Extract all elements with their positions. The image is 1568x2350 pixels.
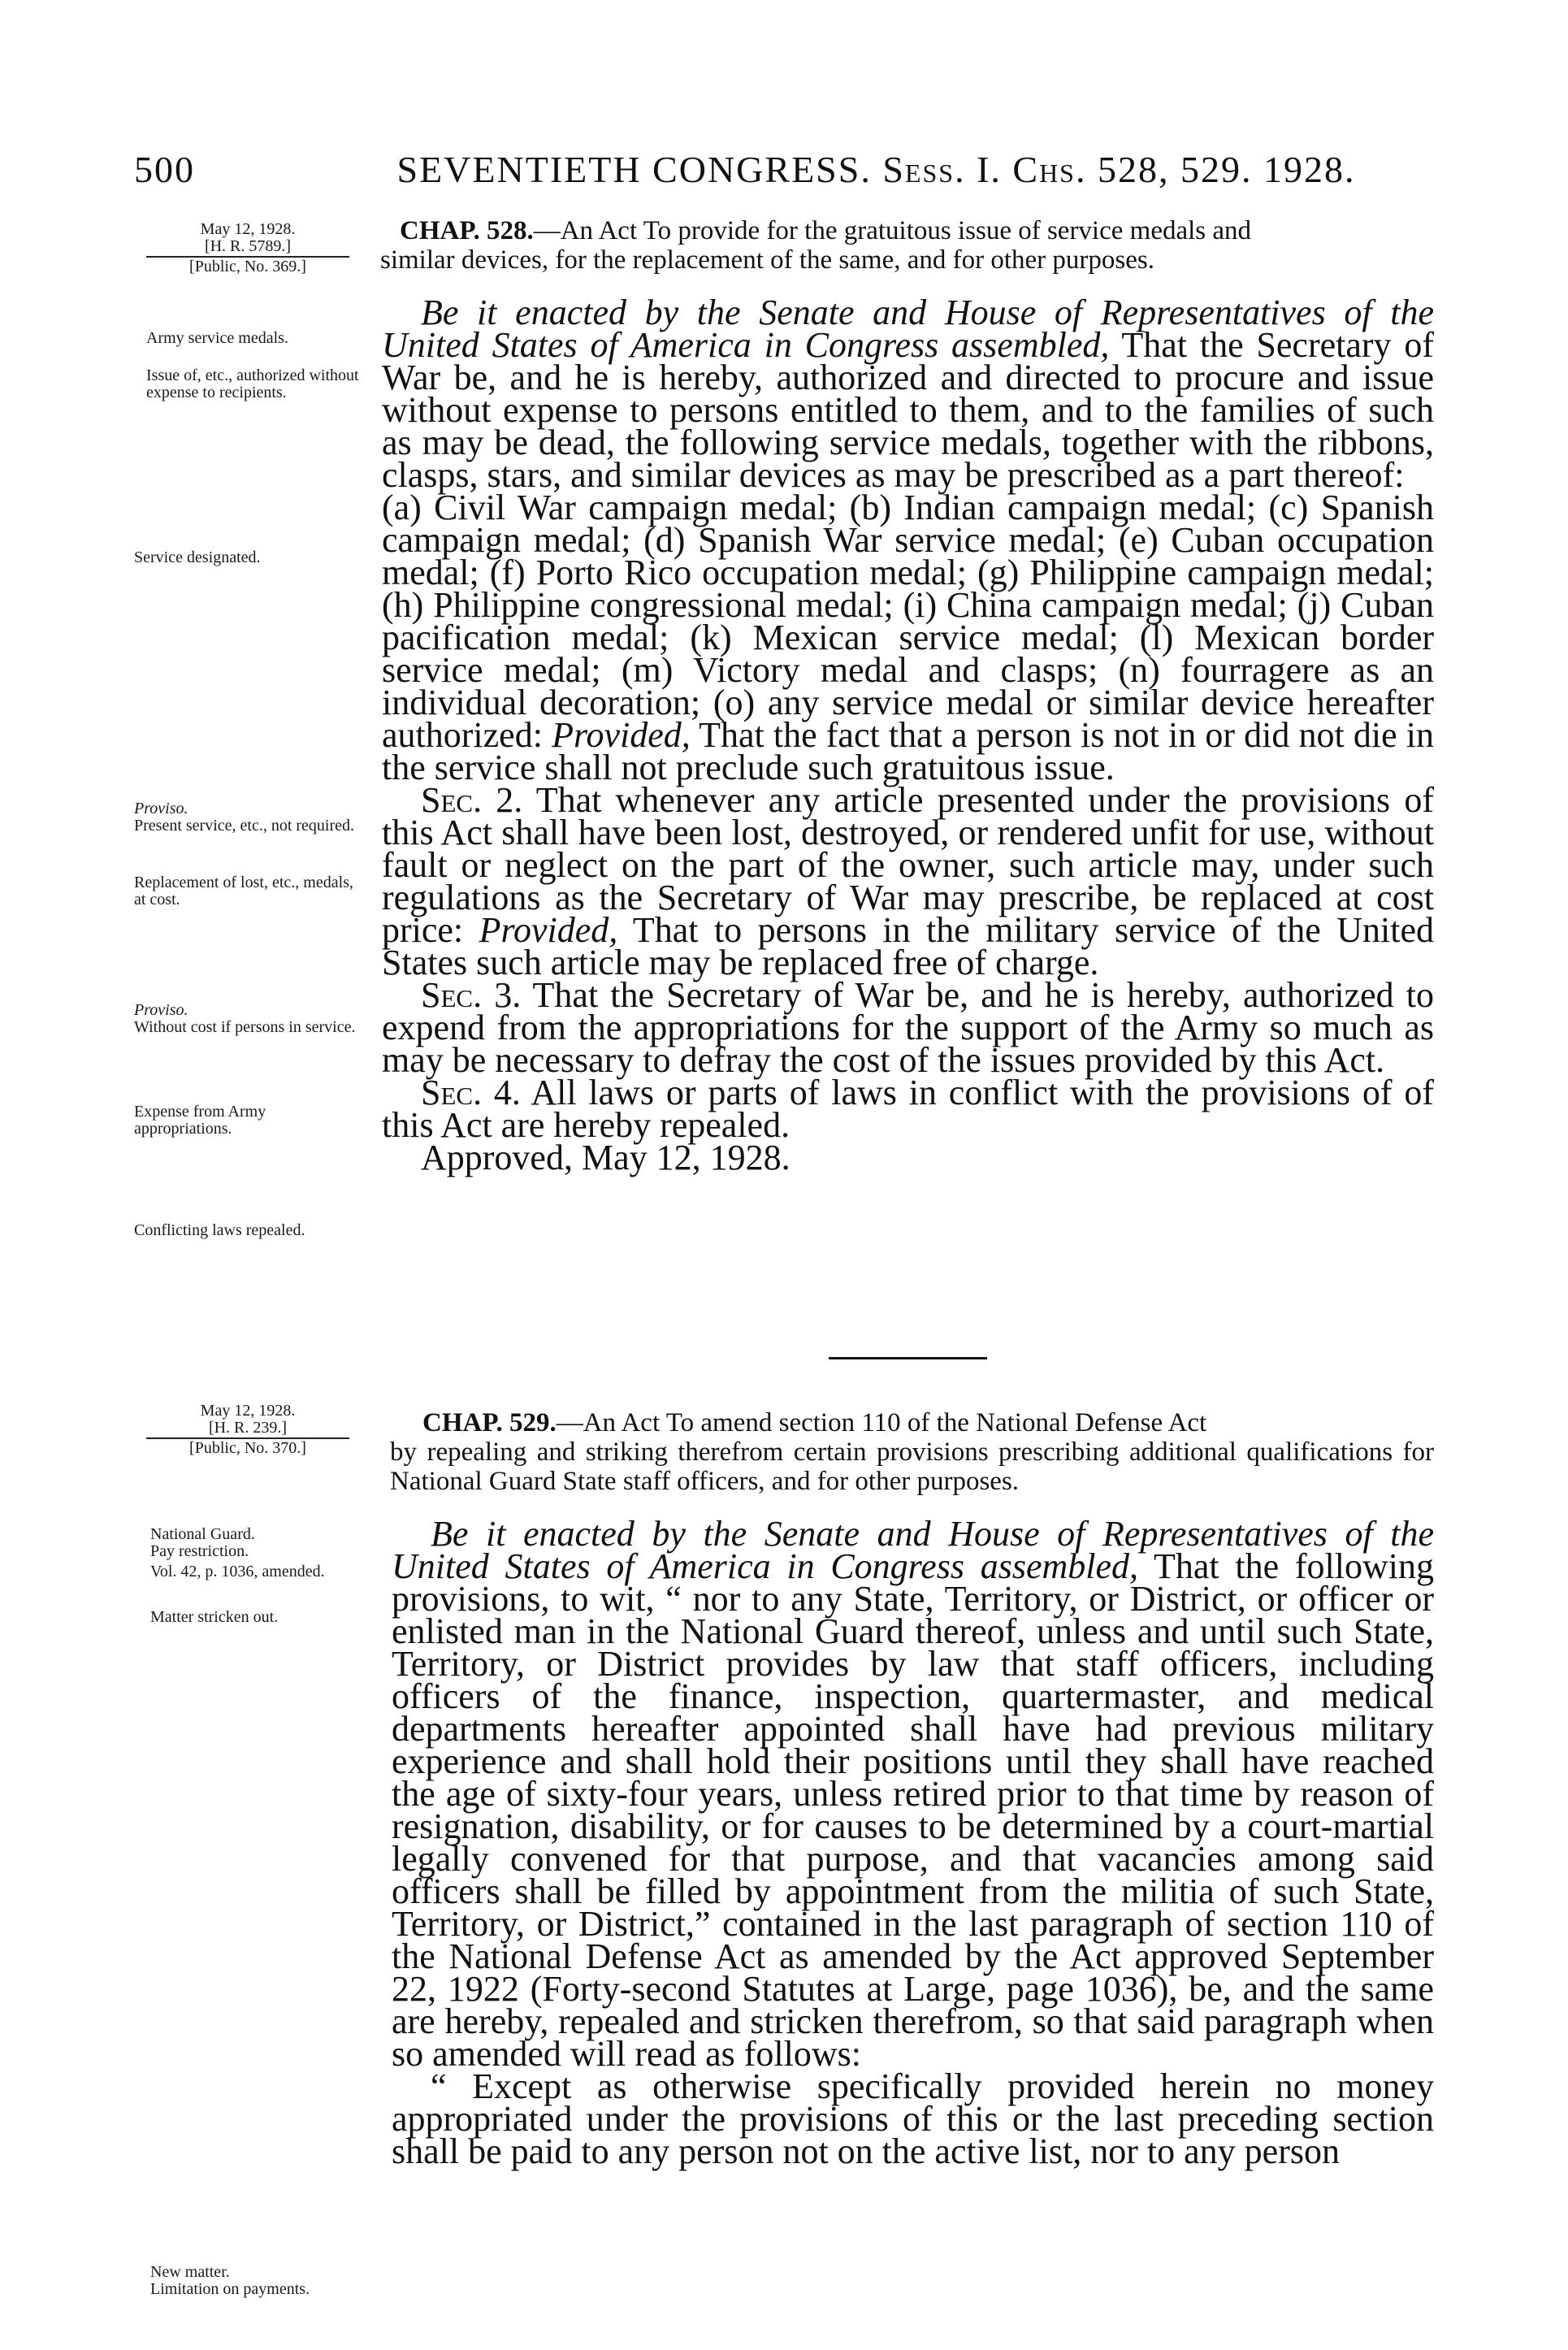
chap529-enacting-paragraph bbox=[392, 1514, 1434, 2074]
proviso-2-label: Proviso. bbox=[134, 1001, 188, 1019]
chap529-heading bbox=[390, 1408, 1434, 1496]
sec2-label: Sec. 2. bbox=[421, 780, 523, 820]
margin-note-army-medals: Army service medals. bbox=[146, 329, 288, 347]
chap529-margin-citation bbox=[146, 1403, 349, 1457]
margin-note-vol-amended: Vol. 42, p. 1036, amended. bbox=[150, 1563, 325, 1580]
chap529-public-law: [Public, No. 370.] bbox=[189, 1439, 306, 1457]
chap528-title-line1: —An Act To provide for the gratuitous issue of service medals and bbox=[533, 216, 1252, 245]
margin-note-service-designated: Service designated. bbox=[134, 548, 261, 566]
chap528-enacting-paragraph bbox=[382, 293, 1434, 495]
chap529-body bbox=[392, 1514, 1434, 2171]
chap528-margin-citation bbox=[146, 221, 349, 275]
margin-note-limitation: Limitation on payments. bbox=[150, 2280, 310, 2298]
chap528-section-4: Sec. 4. All laws or parts of laws in conflict with the provisions of of this Act are hereby repealed. bbox=[382, 1073, 1434, 1145]
chap529-title-line1: —An Act To amend section 110 of the National Defense Act bbox=[556, 1408, 1207, 1437]
chap528-label: CHAP. 528. bbox=[400, 216, 534, 245]
proviso-1-label: Proviso. bbox=[134, 800, 188, 817]
margin-note-issue: Issue of, etc., authorized without expense to recipients. bbox=[146, 366, 359, 401]
margin-note-new-matter: New matter. Limitation on payments. bbox=[150, 2264, 382, 2298]
header-congress: SEVENTIETH CONGRESS. bbox=[396, 149, 872, 190]
chap529-para1: That the following provisions, to wit, “ nor to any State, Territory, or District, or officer or enlisted man in the National Guard thereof, unless and until such State, Territory, or District provides by law that staff officers, including officers of the finance, inspection, quartermaster, and medical departments hereafter appointed shall have had previous military experience and shall hold their positions until they shall have reached the age of sixty-four years, unless retired prior to that time by reason of resignation, disability, or for causes to be determined by a court-martial legally convened for that purpose, and that vacancies among said officers shall be filled by appointment from the militia of such State, Territory, or District,” contained in the last paragraph of section 110 of the National Defense Act as amended by the Act approved September 22, 1922 (Forty-second Statutes at Large, page 1036), be, and the same are hereby, repealed and stricken therefrom, so that said paragraph when so amended will read as follows: bbox=[392, 1546, 1434, 2074]
margin-note-conflicting: Conflicting laws repealed. bbox=[134, 1221, 305, 1239]
margin-note-stricken: Matter stricken out. bbox=[150, 1608, 279, 1626]
chap528-body bbox=[382, 293, 1434, 1177]
chap528-approved: Approved, May 12, 1928. bbox=[421, 1138, 790, 1177]
chap528-provided-2: Provided, bbox=[479, 910, 618, 950]
chap529-date: May 12, 1928. bbox=[200, 1402, 296, 1420]
chap529-enacting-clause: Be it enacted by the Senate and House of Representatives of the United States of America in Congress assembled, bbox=[392, 1514, 1434, 1586]
proviso-2-text: Without cost if persons in service. bbox=[134, 1018, 356, 1036]
chap528-date: May 12, 1928. bbox=[200, 220, 296, 238]
chap528-medals-list: (a) Civil War campaign medal; (b) Indian campaign medal; (c) Spanish campaign medal; (d) Spanish War service medal; (e) Cuban occupation medal; (f) Porto Rico occupation medal; (g) Philippine campaign medal; (h) Philippine congressional medal; (i) China campaign medal; (j) Cuban pacification medal; (k) Mexican service medal; (l) Mexican border service medal; (m) Victory medal and clasps; (n) fourragere as an individual decoration; (o) any service medal or similar device hereafter authorized: Provided, That the fact that a person is not in or did not die in the service shall not preclude such gratuitous issue. bbox=[382, 488, 1434, 787]
page-header bbox=[134, 148, 1434, 191]
sec4-label: Sec. 4. bbox=[421, 1073, 521, 1112]
margin-note-pay-restriction: Pay restriction. bbox=[150, 1542, 249, 1560]
chap528-heading bbox=[380, 216, 1436, 275]
margin-note-replacement: Replacement of lost, etc., medals, at cost. bbox=[134, 874, 353, 908]
chap529-title-line2: by repealing and striking therefrom certain provisions prescribing additional qualifications for National Guard State staff officers, and for other purposes. bbox=[390, 1437, 1434, 1496]
chap528-enacting-clause: Be it enacted by the Senate and House of Representatives of the United States of America in Congress assembled, bbox=[382, 293, 1434, 365]
chap528-proviso-1: That the fact that a person is not in or did not die in the service shall not preclude such gratuitous issue. bbox=[382, 715, 1434, 787]
margin-note-proviso-2 bbox=[134, 1002, 362, 1036]
proviso-1-text: Present service, etc., not required. bbox=[134, 817, 355, 835]
chap528-title-line2: similar devices, for the replacement of the same, and for other purposes. bbox=[380, 245, 1154, 275]
header-chapters: Chs. 528, 529. bbox=[1012, 149, 1253, 190]
chap529-bill: [H. R. 239.] bbox=[208, 1419, 288, 1437]
chap528-section-2: Sec. 2. That whenever any article presented under the provisions of this Act shall have been lost, destroyed, or rendered unfit for use, without fault or neglect on the part of the owner, such article may, under such regulations as the Secretary of War may prescribe, be replaced at cost price: Provided, That to persons in the military service of the United States such article may be replaced free of charge. bbox=[382, 780, 1434, 982]
sec3-label: Sec. 3. bbox=[421, 975, 522, 1015]
margin-note-proviso-1 bbox=[134, 800, 362, 835]
margin-note-national-guard: National Guard. Pay restriction. bbox=[150, 1526, 378, 1560]
chap529-para2: “ Except as otherwise specifically provided herein no money appropriated under the provisions of this or the last preceding section shall be paid to any person not on the active list, nor to any person bbox=[392, 2066, 1434, 2171]
chap529-label: CHAP. 529. bbox=[422, 1408, 557, 1437]
chap528-provided-1: Provided, bbox=[552, 715, 691, 755]
chap528-section-3: Sec. 3. That the Secretary of War be, and he is hereby, authorized to expend from the appropriations for the support of the Army so much as may be necessary to defray the cost of the issues provided by this Act. bbox=[382, 975, 1434, 1080]
header-session: Sess. I. bbox=[882, 149, 1002, 190]
section-divider bbox=[829, 1357, 987, 1359]
chap528-public-law: [Public, No. 369.] bbox=[189, 258, 306, 275]
page-number: 500 bbox=[134, 149, 195, 190]
margin-note-expense: Expense from Army appropriations. bbox=[134, 1103, 266, 1138]
header-year: 1928. bbox=[1263, 149, 1356, 190]
chap528-bill: [H. R. 5789.] bbox=[204, 237, 292, 255]
chap528-para1: That the Secretary of War be, and he is hereby, authorized and directed to procure and issue without expense to persons entitled to them, and to the families of such as may be dead, the following service medals, together with the ribbons, clasps, stars, and similar devices as may be prescribed as a part thereof: bbox=[382, 325, 1434, 495]
